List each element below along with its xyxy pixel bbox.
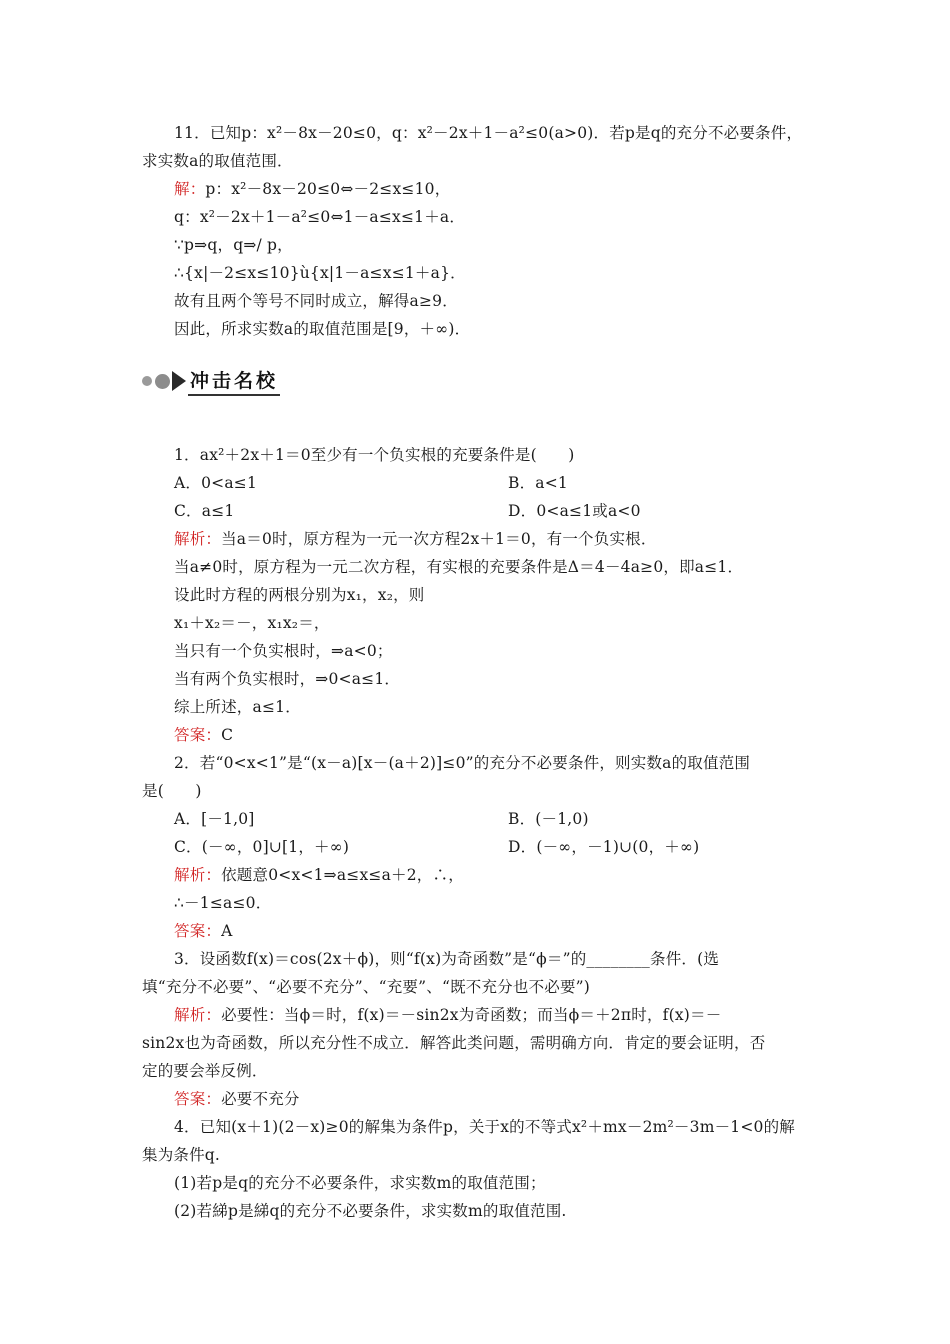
p1-solution-4: x₁＋x₂＝－，x₁x₂＝， xyxy=(174,614,330,632)
p3-solution-1 xyxy=(174,1005,721,1025)
q11-solution-1 xyxy=(174,179,450,199)
option-d: D．0<a≤1或a<0 xyxy=(508,502,641,520)
q11-solution-2: q：x²－2x＋1－a²≤0⇔1－a≤x≤1＋a． xyxy=(174,208,466,226)
option-c: C．a≤1 xyxy=(174,502,235,520)
arrow-bullet-icon xyxy=(172,371,186,391)
p4-question-2: 集为条件q. xyxy=(142,1146,221,1164)
p1-answer xyxy=(174,725,233,745)
answer-value: A xyxy=(221,922,233,940)
section-banner xyxy=(142,366,280,396)
q11-line-1: 11．已知p：x²－8x－20≤0，q：x²－2x＋1－a²≤0(a>0)．若p是q的充分不必要条件， xyxy=(174,124,803,142)
solution-label: 解析： xyxy=(174,1006,222,1024)
solution-label: 解： xyxy=(174,180,206,198)
p3-question-2: 填“充分不必要”、“必要不充分”、“充要”、“既不充分也不必要”) xyxy=(142,978,591,996)
solution-text: p：x²－8x－20≤0⇔－2≤x≤10， xyxy=(205,180,451,198)
section-title: 冲击名校 xyxy=(188,366,280,396)
solution-text: 当a＝0时，原方程为一元一次方程2x＋1＝0，有一个负实根． xyxy=(221,530,657,548)
p2-solution-1 xyxy=(174,865,464,885)
p1-solution-7: 综上所述，a≤1． xyxy=(174,698,301,716)
solution-text: 依题意0<x<1⇒a≤x≤a＋2，∴， xyxy=(221,866,464,884)
solution-label: 解析： xyxy=(174,530,222,548)
p1-question: 1．ax²＋2x＋1＝0至少有一个负实根的充要条件是( ) xyxy=(174,446,575,464)
p1-solution-3: 设此时方程的两根分别为x₁，x₂，则 xyxy=(174,586,425,604)
option-d: D．(－∞，－1)∪(0，＋∞) xyxy=(508,838,700,856)
p2-options-row-1 xyxy=(174,809,874,829)
p2-options-row-2 xyxy=(174,837,874,857)
option-b: B．a<1 xyxy=(508,474,568,492)
q11-solution-6: 因此，所求实数a的取值范围是[9，＋∞)． xyxy=(174,320,471,338)
p1-options-row-2 xyxy=(174,501,874,521)
answer-value: C xyxy=(221,726,234,744)
p4-question-1: 4．已知(x＋1)(2－x)≥0的解集为条件p，关于x的不等式x²＋mx－2m²－3m－1<0的解 xyxy=(174,1118,796,1136)
q11-line-2: 求实数a的取值范围． xyxy=(142,152,293,170)
answer-value: 必要不充分 xyxy=(221,1090,300,1108)
p1-solution-2: 当a≠0时，原方程为一元二次方程，有实根的充要条件是Δ＝4－4a≥0，即a≤1． xyxy=(174,558,744,576)
p3-answer xyxy=(174,1089,300,1109)
p1-options-row-1 xyxy=(174,473,874,493)
p1-solution-6: 当有两个负实根时，⇒0<a≤1． xyxy=(174,670,401,688)
answer-label: 答案： xyxy=(174,922,222,940)
solution-label: 解析： xyxy=(174,866,222,884)
option-c: C．(－∞，0]∪[1，＋∞) xyxy=(174,838,350,856)
q11-solution-4: ∴{x|－2≤x≤10}ù{x|1－a≤x≤1＋a}． xyxy=(174,264,466,282)
answer-label: 答案： xyxy=(174,726,222,744)
p1-solution-5: 当只有一个负实根时，⇒a<0； xyxy=(174,642,393,660)
p4-part-1: (1)若p是q的充分不必要条件，求实数m的取值范围； xyxy=(174,1174,546,1192)
bullet-dot-icon xyxy=(142,376,152,386)
solution-text: 必要性：当ϕ＝时，f(x)＝－sin2x为奇函数；而当ϕ＝＋2π时，f(x)＝－ xyxy=(221,1006,722,1024)
option-a: A．[－1,0] xyxy=(174,810,255,828)
answer-label: 答案： xyxy=(174,1090,222,1108)
p2-question-1: 2．若“0<x<1”是“(x－a)[x－(a＋2)]≤0”的充分不必要条件，则实数a的取值范围 xyxy=(174,754,751,772)
q11-solution-3: ∵p⇒q，q⇒/ p， xyxy=(174,236,293,254)
p1-solution-1 xyxy=(174,529,657,549)
p3-question-1: 3．设函数f(x)＝cos(2x＋ϕ)，则“f(x)为奇函数”是“ϕ＝”的________条件．(选 xyxy=(174,950,720,968)
p3-solution-2: sin2x也为奇函数，所以充分性不成立．解答此类问题，需明确方向．肯定的要会证明，否 xyxy=(142,1034,766,1052)
option-a: A．0<a≤1 xyxy=(174,474,258,492)
p2-answer xyxy=(174,921,233,941)
p3-solution-3: 定的要会举反例． xyxy=(142,1062,268,1080)
bullet-dot-icon xyxy=(155,374,170,389)
q11-solution-5: 故有且两个等号不同时成立，解得a≥9． xyxy=(174,292,458,310)
p4-part-2: (2)若綈p是綈q的充分不必要条件，求实数m的取值范围. xyxy=(174,1202,567,1220)
p2-solution-2: ∴－1≤a≤0． xyxy=(174,894,272,912)
option-b: B．(－1,0) xyxy=(508,810,589,828)
p2-question-2: 是( ) xyxy=(142,782,202,800)
